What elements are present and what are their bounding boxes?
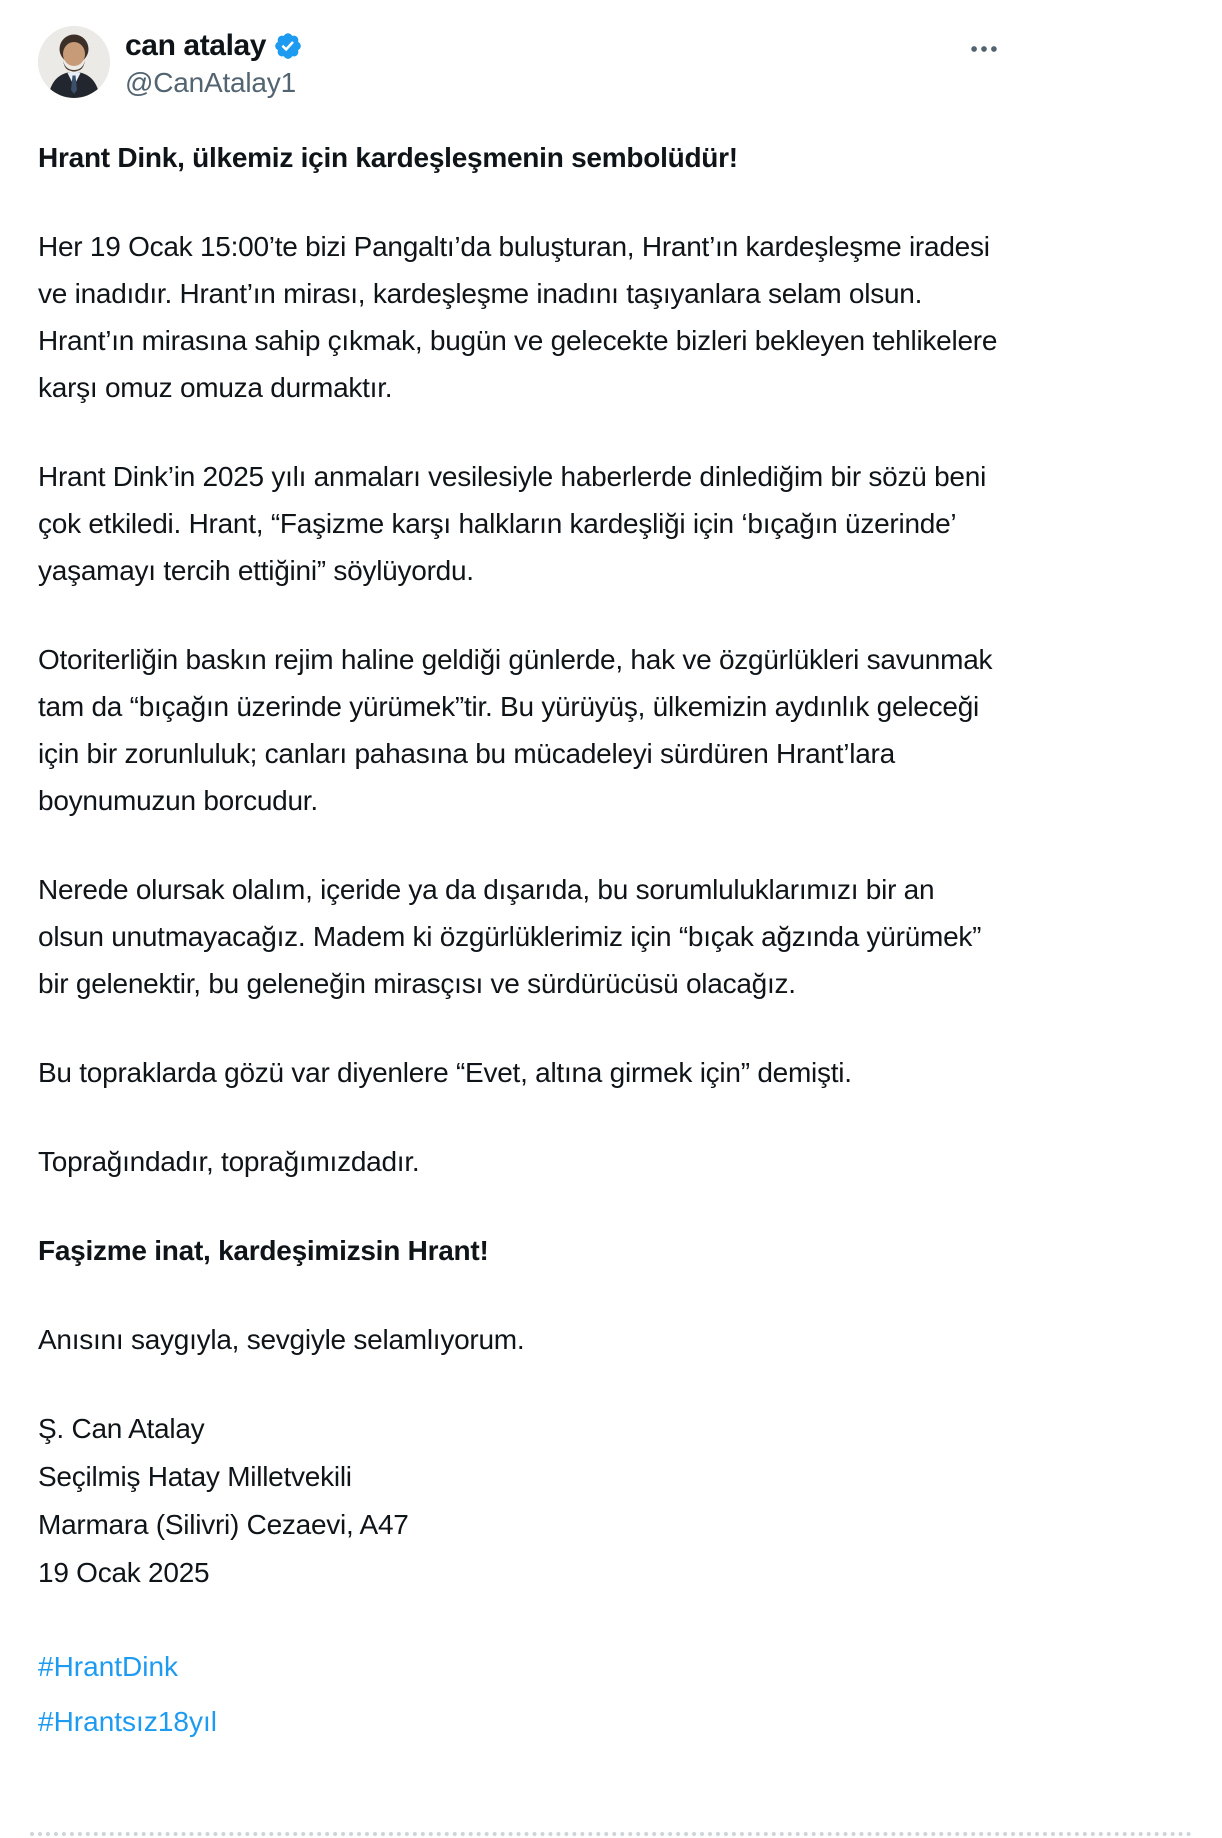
bottom-divider xyxy=(30,1832,1192,1836)
tweet-paragraph: Her 19 Ocak 15:00’te bizi Pangaltı’da buluşturan, Hrant’ın kardeşleşme iradesi ve inadıdır. Hrant’ın mirası, kardeşleşme inadını taşıyanlara selam olsun. Hrant’ın mirasına sahip çıkmak, bugün ve gelecekte bizleri bekleyen tehlikelere karşı omuz omuza durmaktır. xyxy=(38,231,998,403)
name-row xyxy=(125,27,303,64)
hashtag-link[interactable]: #Hrantsız18yıl xyxy=(38,1706,217,1737)
signature-line: Ş. Can Atalay xyxy=(38,1413,205,1444)
tweet-paragraph: Anısını saygıyla, sevgiyle selamlıyorum. xyxy=(38,1324,525,1355)
signature-line: Seçilmiş Hatay Milletvekili xyxy=(38,1461,352,1492)
hashtag-block xyxy=(38,1639,1005,1779)
more-options-icon xyxy=(967,32,1001,66)
signature-block xyxy=(38,1405,1005,1597)
tweet-paragraph: Toprağındadır, toprağımızdadır. xyxy=(38,1146,420,1177)
display-name[interactable]: can atalay xyxy=(125,29,267,62)
tweet-paragraph: Faşizme inat, kardeşimizsin Hrant! xyxy=(38,1235,489,1266)
signature-line: 19 Ocak 2025 xyxy=(38,1557,210,1588)
tweet-header xyxy=(38,26,1005,101)
tweet-paragraph: Hrant Dink, ülkemiz için kardeşleşmenin sembolüdür! xyxy=(38,142,738,173)
tweet-text xyxy=(38,134,1005,1363)
tweet-paragraph: Hrant Dink’in 2025 yılı anmaları vesilesiyle haberlerde dinlediğim bir sözü beni çok etkiledi. Hrant, “Faşizme karşı halkların kardeşliği için ‘bıçağın üzerinde’ yaşamayı tercih ettiğini” söylüyordu. xyxy=(38,461,987,586)
avatar[interactable] xyxy=(38,26,110,98)
signature-line: Marmara (Silivri) Cezaevi, A47 xyxy=(38,1509,409,1540)
tweet-paragraph: Bu topraklarda gözü var diyenlere “Evet, altına girmek için” demişti. xyxy=(38,1057,852,1088)
verified-badge-icon xyxy=(273,31,303,61)
tweet-paragraph: Otoriterliğin baskın rejim haline geldiği günlerde, hak ve özgürlükleri savunmak tam da “bıçağın üzerinde yürümek”tir. Bu yürüyüş, ülkemizin aydınlık geleceği için bir zorunluluk; canları pahasına bu mücadeleyi sürdüren Hrant’lara boynumuzun borcudur. xyxy=(38,644,993,816)
tweet-paragraph: Nerede olursak olalım, içeride ya da dışarıda, bu sorumluluklarımızı bir an olsun unutmayacağız. Madem ki özgürlüklerimiz için “bıçak ağzında yürümek” bir gelenektir, bu geleneğin mirasçısı ve sürdürücüsü olacağız. xyxy=(38,874,982,999)
more-options-button[interactable] xyxy=(963,28,1005,70)
profile-photo-icon xyxy=(38,26,110,98)
user-handle[interactable]: @CanAtalay1 xyxy=(125,67,296,98)
hashtag-link[interactable]: #HrantDink xyxy=(38,1651,179,1682)
user-names xyxy=(125,26,303,101)
